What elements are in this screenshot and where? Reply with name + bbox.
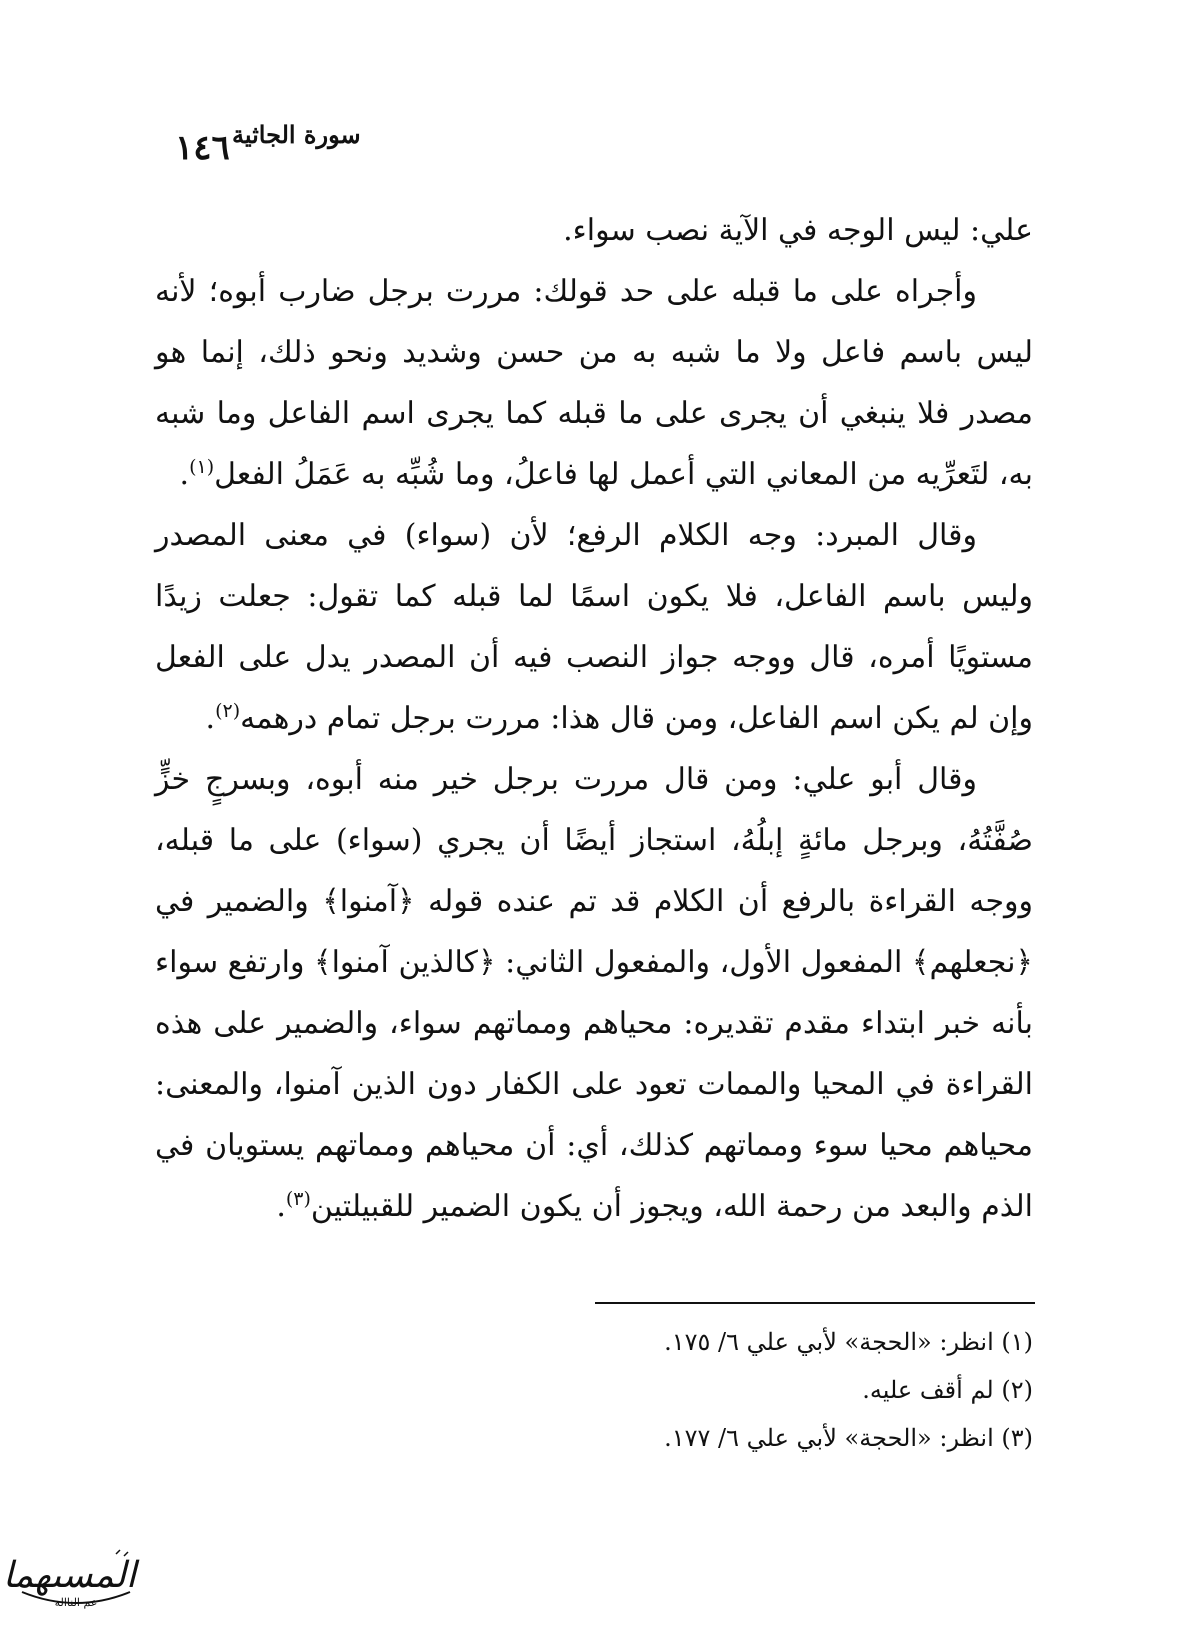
sentence-end: .: [205, 701, 216, 736]
footnote-1: (١) انظر: «الحجة» لأبي علي ٦/ ١٧٥.: [664, 1328, 1033, 1356]
logo-wordmark: المسٮهما: [2, 1555, 136, 1596]
footnote-ref-3[interactable]: (٣): [285, 1188, 311, 1210]
footnote-separator: [595, 1302, 1035, 1304]
running-title: سورة الجاثية: [232, 120, 361, 149]
logo-subtitle: عم النااله: [54, 1596, 98, 1609]
footnote-3: (٣) انظر: «الحجة» لأبي علي ٦/ ١٧٧.: [664, 1424, 1033, 1452]
paragraph-3-text: وقال المبرد: وجه الكلام الرفع؛ لأن (سواء) في معنى المصدر وليس باسم الفاعل، فلا يكون اسمًا لما قبله كما تقول: جعلت زيدًا مستويًا أمره، قال ووجه جواز النصب فيه أن المصدر يدل على الفعل وإن لم يكن اسم الفاعل، ومن قال هذا: مررت برجل تمام درهمه: [155, 518, 1033, 736]
paragraph-4-text: وقال أبو علي: ومن قال مررت برجل خير منه أبوه، وبسرجٍ خزٍّ صُفَّتُهُ، وبرجل مائةٍ إبلُهُ، استجاز أيضًا أن يجري (سواء) على ما قبله، ووجه القراءة بالرفع أن الكلام قد تم عنده قوله ﴿آمنوا﴾ والضمير في ﴿نجعلهم﴾ المفعول الأول، والمفعول الثاني: ﴿كالذين آمنوا﴾ وارتفع سواء بأنه خبر ابتداء مقدم تقديره: محياهم ومماتهم سواء، والضمير على هذه القراءة في المحيا والممات تعود على الكفار دون الذين آمنوا، والمعنى: محياهم محيا سوء ومماتهم كذلك، أي: أن محياهم ومماتهم يستويان في الذم والبعد من رحمة الله، ويجوز أن يكون الضمير للقبيلتين: [155, 762, 1033, 1224]
paragraph-2-text: وأجراه على ما قبله على حد قولك: مررت برجل ضارب أبوه؛ لأنه ليس باسم فاعل ولا ما شبه به من حسن وشديد ونحو ذلك، إنما هو مصدر فلا ينبغي أن يجرى على ما قبله كما يجرى اسم الفاعل وما شبه به، لتَعرِّيه من المعاني التي أعمل لها فاعلُ، وما شُبِّه به عَمَلُ الفعل: [155, 274, 1033, 492]
publisher-logo: [2, 1548, 136, 1618]
paragraph-3: [155, 505, 1033, 749]
paragraph-2: [155, 261, 1033, 505]
sentence-end: .: [276, 1189, 286, 1224]
footnote-ref-2[interactable]: (٢): [215, 700, 241, 722]
footnote-ref-1[interactable]: (١): [189, 456, 215, 478]
page-number: ١٤٦: [175, 128, 230, 168]
paragraph-1: علي: ليس الوجه في الآية نصب سواء.: [563, 213, 1033, 248]
sentence-end: .: [179, 457, 190, 492]
footnotes: [400, 1318, 1033, 1462]
main-text: [155, 200, 1033, 1237]
footnote-2: (٢) لم أقف عليه.: [862, 1376, 1033, 1404]
paragraph-4: [155, 749, 1033, 1237]
